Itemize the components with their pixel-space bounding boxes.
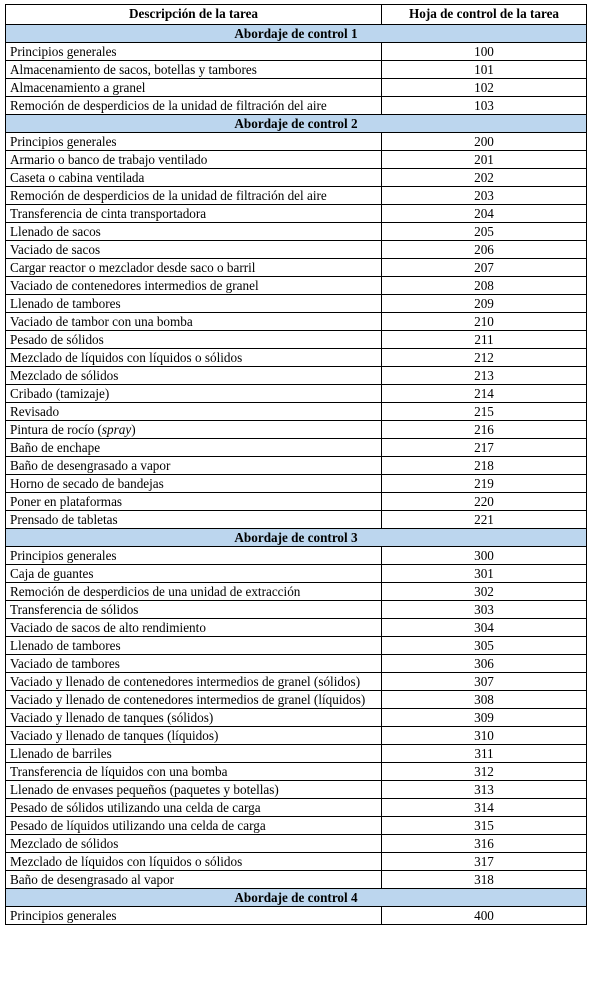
task-description: Revisado [6,403,382,421]
table-row [6,457,587,475]
task-description: Mezclado de sólidos [6,835,382,853]
task-description: Mezclado de líquidos con líquidos o sólidos [6,349,382,367]
task-description: Almacenamiento a granel [6,79,382,97]
table-row [6,259,587,277]
control-sheet-number: 310 [382,727,587,745]
control-sheet-number: 214 [382,385,587,403]
task-description: Vaciado y llenado de contenedores intermedios de granel (sólidos) [6,673,382,691]
table-row [6,439,587,457]
table-row [6,691,587,709]
task-description: Baño de desengrasado a vapor [6,457,382,475]
control-sheet-number: 102 [382,79,587,97]
table-row [6,169,587,187]
table-row [6,295,587,313]
task-description: Principios generales [6,43,382,61]
task-description: Transferencia de cinta transportadora [6,205,382,223]
control-sheet-number: 307 [382,673,587,691]
task-description: Vaciado y llenado de tanques (sólidos) [6,709,382,727]
control-sheet-number: 312 [382,763,587,781]
control-sheet-number: 317 [382,853,587,871]
table-row [6,223,587,241]
control-sheet-number: 218 [382,457,587,475]
control-sheet-number: 215 [382,403,587,421]
task-description: Llenado de barriles [6,745,382,763]
table-row [6,655,587,673]
control-sheet-number: 316 [382,835,587,853]
task-description: Llenado de tambores [6,295,382,313]
control-sheet-number: 213 [382,367,587,385]
task-description: Mezclado de sólidos [6,367,382,385]
section-header-row [6,25,587,43]
task-description: Armario o banco de trabajo ventilado [6,151,382,169]
table-row [6,79,587,97]
table-row [6,367,587,385]
control-sheet-number: 300 [382,547,587,565]
header-control-sheet: Hoja de control de la tarea [382,5,587,25]
table-row [6,565,587,583]
task-description: Caseta o cabina ventilada [6,169,382,187]
control-sheet-number: 210 [382,313,587,331]
table-body [6,25,587,925]
task-description: Principios generales [6,907,382,925]
task-description: Mezclado de líquidos con líquidos o sólidos [6,853,382,871]
task-description: Cargar reactor o mezclador desde saco o barril [6,259,382,277]
table-row [6,187,587,205]
table-row [6,619,587,637]
task-description: Vaciado de tambor con una bomba [6,313,382,331]
control-sheet-number: 203 [382,187,587,205]
section-header-row [6,115,587,133]
task-description: Horno de secado de bandejas [6,475,382,493]
task-description: Transferencia de sólidos [6,601,382,619]
control-sheet-number: 309 [382,709,587,727]
section-title: Abordaje de control 2 [6,115,587,133]
table-row [6,781,587,799]
control-sheet-number: 206 [382,241,587,259]
task-description: Llenado de envases pequeños (paquetes y botellas) [6,781,382,799]
table-row [6,349,587,367]
task-description: Pintura de rocío (spray) [6,421,382,439]
task-description: Vaciado de sacos [6,241,382,259]
section-header-row [6,529,587,547]
control-sheet-number: 216 [382,421,587,439]
control-sheet-number: 314 [382,799,587,817]
table-row [6,205,587,223]
table-row [6,403,587,421]
section-title: Abordaje de control 3 [6,529,587,547]
control-sheet-number: 301 [382,565,587,583]
task-description: Llenado de sacos [6,223,382,241]
control-sheet-number: 306 [382,655,587,673]
task-description: Baño de desengrasado al vapor [6,871,382,889]
task-description: Pesado de sólidos utilizando una celda de carga [6,799,382,817]
table-row [6,583,587,601]
italic-term: spray [101,422,132,437]
control-sheet-number: 220 [382,493,587,511]
control-sheet-number: 308 [382,691,587,709]
table-row [6,313,587,331]
section-title: Abordaje de control 1 [6,25,587,43]
control-sheet-number: 302 [382,583,587,601]
task-description: Cribado (tamizaje) [6,385,382,403]
control-sheet-number: 204 [382,205,587,223]
table-row [6,637,587,655]
control-sheet-number: 209 [382,295,587,313]
table-row [6,853,587,871]
control-sheet-number: 208 [382,277,587,295]
control-sheet-number: 305 [382,637,587,655]
control-sheet-number: 101 [382,61,587,79]
control-sheet-number: 103 [382,97,587,115]
table-row [6,421,587,439]
table-row [6,43,587,61]
control-sheet-number: 100 [382,43,587,61]
task-description: Caja de guantes [6,565,382,583]
control-sheet-number: 303 [382,601,587,619]
table-row [6,673,587,691]
table-row [6,133,587,151]
table-row [6,835,587,853]
control-sheet-number: 217 [382,439,587,457]
task-description: Remoción de desperdicios de la unidad de filtración del aire [6,97,382,115]
task-description: Vaciado de sacos de alto rendimiento [6,619,382,637]
control-sheet-number: 207 [382,259,587,277]
task-description: Remoción de desperdicios de la unidad de filtración del aire [6,187,382,205]
task-description: Vaciado de contenedores intermedios de granel [6,277,382,295]
task-description: Prensado de tabletas [6,511,382,529]
table-row [6,331,587,349]
table-row [6,745,587,763]
task-description: Poner en plataformas [6,493,382,511]
task-description: Baño de enchape [6,439,382,457]
task-description: Remoción de desperdicios de una unidad de extracción [6,583,382,601]
control-sheet-number: 200 [382,133,587,151]
table-row [6,61,587,79]
table-row [6,871,587,889]
control-sheet-number: 313 [382,781,587,799]
control-sheet-number: 219 [382,475,587,493]
control-sheet-number: 212 [382,349,587,367]
control-sheet-number: 315 [382,817,587,835]
section-title: Abordaje de control 4 [6,889,587,907]
task-description: Pesado de líquidos utilizando una celda de carga [6,817,382,835]
table-row [6,817,587,835]
table-row [6,709,587,727]
table-row [6,493,587,511]
control-sheet-number: 201 [382,151,587,169]
table-row [6,277,587,295]
section-header-row [6,889,587,907]
task-description: Vaciado y llenado de contenedores intermedios de granel (líquidos) [6,691,382,709]
table-row [6,763,587,781]
control-sheets-table [5,4,587,925]
table-row [6,547,587,565]
task-description: Principios generales [6,547,382,565]
table-row [6,97,587,115]
table-row [6,151,587,169]
control-sheet-number: 304 [382,619,587,637]
control-sheet-number: 400 [382,907,587,925]
control-sheet-number: 311 [382,745,587,763]
task-description: Pesado de sólidos [6,331,382,349]
table-row [6,241,587,259]
task-description: Vaciado y llenado de tanques (líquidos) [6,727,382,745]
table-row [6,385,587,403]
table-row [6,475,587,493]
task-description: Vaciado de tambores [6,655,382,673]
control-sheet-number: 221 [382,511,587,529]
table-row [6,727,587,745]
table-row [6,601,587,619]
table-row [6,907,587,925]
table-header-row [6,5,587,25]
control-sheet-number: 202 [382,169,587,187]
task-description: Llenado de tambores [6,637,382,655]
task-description: Principios generales [6,133,382,151]
table-row [6,511,587,529]
control-sheet-number: 318 [382,871,587,889]
table-row [6,799,587,817]
task-description: Almacenamiento de sacos, botellas y tambores [6,61,382,79]
header-description: Descripción de la tarea [6,5,382,25]
control-sheet-number: 211 [382,331,587,349]
control-sheet-number: 205 [382,223,587,241]
task-description: Transferencia de líquidos con una bomba [6,763,382,781]
